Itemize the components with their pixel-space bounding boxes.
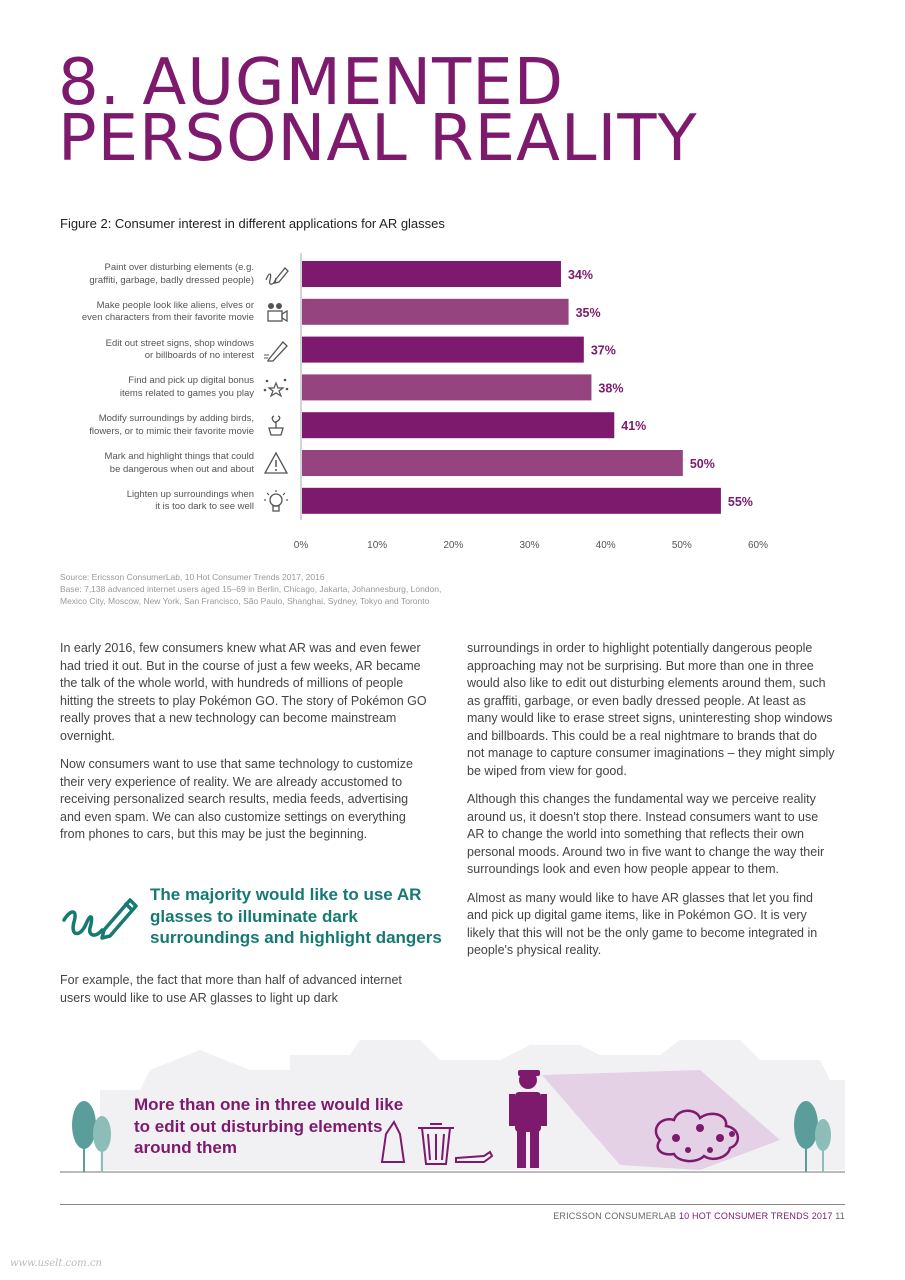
- x-tick-label: 40%: [595, 540, 616, 551]
- paragraph: Almost as many would like to have AR glasses that let you find and pick up digital game items, like in Pokémon GO. It is very likely that this will not be the only game to become integrated in people's physical reality.: [467, 890, 818, 957]
- lightbulb-icon: [263, 489, 289, 513]
- page-title: [58, 46, 818, 176]
- pencil-scribble-icon: [60, 890, 140, 950]
- body-column-left-continued: [60, 972, 430, 1018]
- warning-icon: [263, 451, 289, 475]
- figure-title: Figure 2: Consumer interest in different applications for AR glasses: [60, 216, 445, 231]
- callout-text: The majority would like to use AR glasses to illuminate dark surroundings and highlight dangers: [150, 885, 442, 947]
- bar: [302, 337, 584, 363]
- paragraph: Now consumers want to use that same technology to customize their very experience of reality. We are already accustomed to receiving personalized search results, media feeds, advertising and even spam. We can also customize settings on everything from phones to cars, but this may be just the beginning.: [60, 757, 413, 841]
- people-camera-icon: [263, 300, 289, 324]
- x-tick-label: 10%: [367, 540, 388, 551]
- source-line-1: Source: Ericsson ConsumerLab, 10 Hot Consumer Trends 2017, 2016: [60, 572, 325, 582]
- page-title-line-2: PERSONAL REALITY: [58, 102, 698, 176]
- eraser-pencil-icon: [263, 338, 289, 362]
- category-label: Edit out street signs, shop windows or billboards of no interest: [105, 337, 254, 362]
- body-column-left: [60, 640, 430, 855]
- paragraph: For example, the fact that more than half of advanced internet users would like to use AR glasses to light up dark: [60, 973, 402, 1005]
- bar: [302, 299, 569, 325]
- x-tick-label: 50%: [671, 540, 692, 551]
- category-label: Find and pick up digital bonus items related to games you play: [119, 375, 254, 399]
- footer: [553, 1211, 845, 1221]
- illustration-caption: More than one in three would like to edit out disturbing elements around them: [134, 1095, 404, 1157]
- paragraph: Although this changes the fundamental way we perceive reality around us, it doesn't stop there. Instead consumers want to use AR to change the world into something that reflects their own personal moods. Around two in five want to change the way their surroundings look and even how people appear to them.: [467, 792, 825, 876]
- category-label: Modify surroundings by adding birds, flowers, or to mimic their favorite movie: [89, 413, 254, 437]
- watermark: www.uselt.com.cn: [10, 1258, 102, 1269]
- footer-brand: ERICSSON CONSUMERLAB: [553, 1211, 677, 1221]
- body-column-right: [467, 640, 837, 971]
- x-tick-label: 20%: [443, 540, 464, 551]
- page-number: 11: [835, 1211, 845, 1221]
- bar-value-label: 34%: [567, 268, 593, 282]
- source-line-2: Base: 7,138 advanced internet users aged 15–69 in Berlin, Chicago, Jakarta, Johannesburg, London,: [60, 584, 442, 594]
- x-tick-label: 30%: [519, 540, 540, 551]
- bird-plant-icon: [263, 413, 289, 437]
- bar: [302, 261, 561, 287]
- figure-source: [60, 571, 560, 607]
- footer-trend: 10 HOT CONSUMER TRENDS 2017: [678, 1211, 833, 1221]
- bar-chart: [58, 248, 788, 558]
- bar-value-label: 38%: [598, 381, 624, 396]
- category-label: Lighten up surroundings when it is too dark to see well: [126, 488, 254, 513]
- bar-value-label: 37%: [590, 343, 616, 358]
- bar-value-label: 50%: [689, 457, 715, 471]
- bar: [302, 450, 683, 476]
- bar-value-label: 41%: [621, 419, 647, 434]
- footer-divider: [60, 1204, 845, 1205]
- bar-value-label: 55%: [727, 494, 753, 509]
- paragraph: In early 2016, few consumers knew what AR was and even fewer had tried it out. But in the course of just a few weeks, AR became the talk of the whole world, with hundreds of millions of people hitting the streets to play Pokémon GO. The story of Pokémon GO really proves that a new technology can become mainstream overnight.: [60, 641, 427, 743]
- bar-value-label: 35%: [575, 305, 601, 320]
- stars-icon: [263, 375, 289, 399]
- x-tick-label: 0%: [293, 540, 309, 551]
- paragraph: surroundings in order to highlight potentially dangerous people approaching may not be surprising. But more than one in three would also like to edit out disturbing elements around them, such as graffiti, garbage, or even badly dressed people. At least as many would like to erase street signs, uninteresting shop windows and billboards. This could be a real nightmare to brands that do not manage to capture consumer imaginations – they might simply be wiped from view for good.: [467, 641, 835, 778]
- category-label: Paint over disturbing elements (e.g. graffiti, garbage, badly dressed people): [89, 262, 254, 286]
- x-tick-label: 60%: [747, 540, 769, 551]
- bar: [302, 412, 614, 438]
- page-title-line-1: 8. AUGMENTED: [58, 46, 564, 120]
- category-label: Mark and highlight things that could be dangerous when out and about: [104, 451, 254, 475]
- bar: [302, 374, 591, 400]
- pencil-icon: [263, 262, 289, 286]
- bar: [302, 488, 721, 514]
- source-line-3: Mexico City, Moscow, New York, San Francisco, São Paulo, Shanghai, Sydney, Tokyo and Toronto: [60, 596, 430, 606]
- category-label: Make people look like aliens, elves or even characters from their favorite movie: [81, 299, 254, 324]
